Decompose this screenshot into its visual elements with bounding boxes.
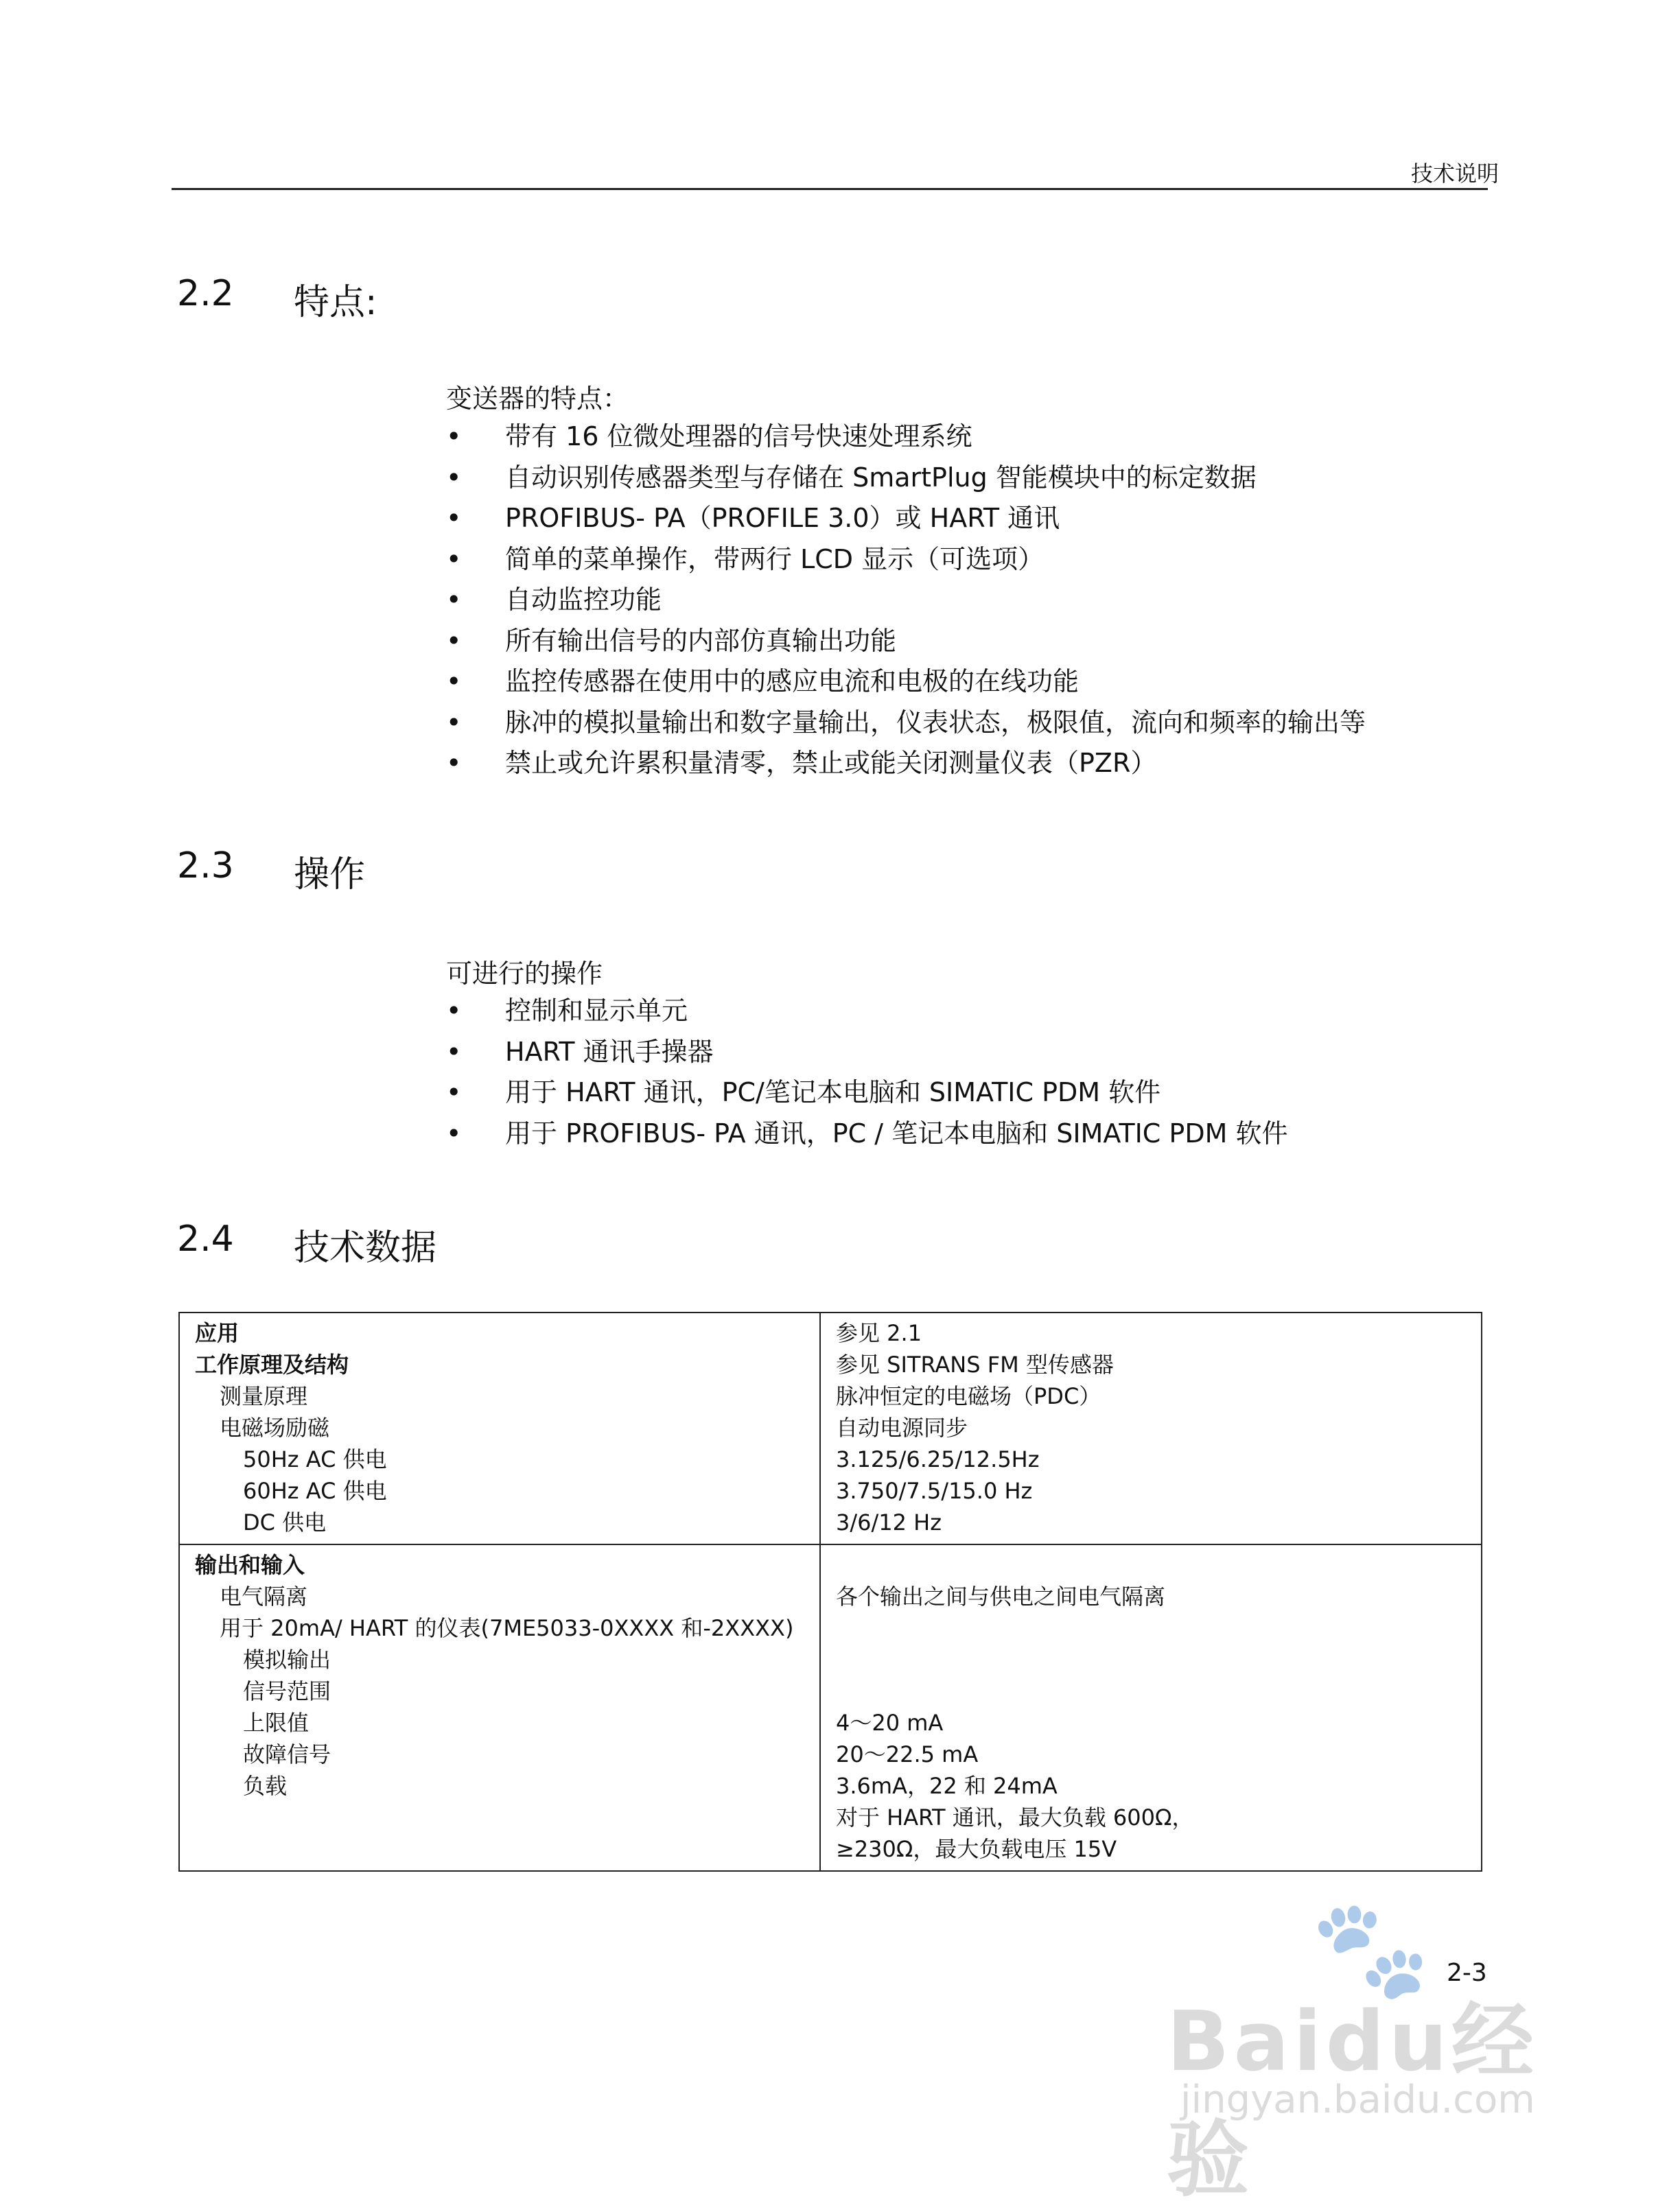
section-heading-2-2: [177, 273, 377, 325]
section-number: 2.2: [177, 273, 234, 314]
section-number: 2.3: [177, 845, 234, 886]
row-label: 测量原理: [220, 1383, 308, 1409]
row-label: DC 供电: [243, 1509, 327, 1536]
list-item: • PROFIBUS- PA（PROFILE 3.0）或 HART 通讯: [446, 498, 1366, 539]
row-label: 故障信号: [243, 1741, 331, 1767]
table-cell-values: [820, 1544, 1482, 1871]
operation-list: [446, 991, 1287, 1154]
row-label: 模拟输出: [243, 1647, 331, 1673]
section-title: 技术数据: [294, 1227, 437, 1269]
section-title: 操作: [294, 854, 366, 895]
section-heading-2-3: [177, 845, 365, 897]
watermark-url: jingyan.baidu.com: [1180, 2078, 1535, 2122]
section-title: 特点:: [294, 282, 377, 323]
header-rule: [172, 188, 1488, 190]
list-item: • 所有输出信号的内部仿真输出功能: [446, 621, 1366, 662]
list-item: • 用于 HART 通讯，PC/笔记本电脑和 SIMATIC PDM 软件: [446, 1072, 1287, 1114]
section-heading-2-4: [177, 1219, 436, 1270]
row-value: 参见 2.1: [836, 1320, 922, 1346]
row-label: 用于 20mA/ HART 的仪表(7ME5033-0XXXX 和-2XXXX): [220, 1615, 794, 1641]
row-value: 各个输出之间与供电之间电气隔离: [836, 1584, 1166, 1610]
list-item: • 自动监控功能: [446, 580, 1366, 621]
tech-data-table: [178, 1312, 1482, 1872]
row-label: 信号范围: [243, 1678, 331, 1704]
row-value: 3/6/12 Hz: [836, 1509, 942, 1536]
page-number: 2-3: [1447, 1959, 1487, 1987]
table-row: [179, 1313, 1482, 1544]
features-intro: 变送器的特点：: [446, 384, 629, 414]
row-label: 50Hz AC 供电: [243, 1446, 387, 1472]
table-cell-labels: [179, 1313, 820, 1544]
table-cell-labels: [179, 1544, 820, 1871]
row-label: 电气隔离: [220, 1584, 308, 1610]
row-value-spacer: [836, 1612, 1467, 1644]
list-item: • 自动识别传感器类型与存储在 SmartPlug 智能模块中的标定数据: [446, 458, 1366, 499]
row-value: 对于 HART 通讯，最大负载 600Ω，: [836, 1804, 1194, 1831]
operation-intro: 可进行的操作: [446, 958, 603, 989]
row-label: 应用: [195, 1320, 240, 1346]
row-value: ≥230Ω，最大负载电压 15V: [836, 1836, 1117, 1862]
baidu-watermark: [1167, 1894, 1578, 2208]
row-value: 自动电源同步: [836, 1415, 968, 1441]
row-value: 3.125/6.25/12.5Hz: [836, 1446, 1040, 1472]
row-label: 输出和输入: [195, 1552, 305, 1578]
list-item: • 监控传感器在使用中的感应电流和电极的在线功能: [446, 661, 1366, 703]
row-label: 上限值: [243, 1710, 310, 1736]
list-item: • HART 通讯手操器: [446, 1032, 1287, 1073]
table-row: [179, 1544, 1482, 1871]
row-label: 工作原理及结构: [195, 1352, 349, 1378]
running-header: 技术说明: [1410, 161, 1499, 187]
row-label: 负载: [243, 1773, 288, 1799]
list-item: • 控制和显示单元: [446, 991, 1287, 1032]
row-value: 4～20 mA: [836, 1710, 944, 1736]
features-list: [446, 416, 1366, 784]
row-value: 参见 SITRANS FM 型传感器: [836, 1352, 1114, 1378]
list-item: • 简单的菜单操作，带两行 LCD 显示（可选项）: [446, 539, 1366, 580]
watermark-brand: Baidu经验: [1167, 1995, 1538, 2208]
list-item: • 带有 16 位微处理器的信号快速处理系统: [446, 416, 1366, 458]
paw-icon: 🐾: [1311, 1894, 1431, 2005]
list-item: • 禁止或允许累积量清零，禁止或能关闭测量仪表（PZR）: [446, 743, 1366, 784]
row-value-spacer: [836, 1675, 1467, 1707]
row-value: 3.6mA，22 和 24mA: [836, 1773, 1058, 1799]
list-item: • 用于 PROFIBUS- PA 通讯，PC / 笔记本电脑和 SIMATIC PDM 软件: [446, 1114, 1287, 1155]
row-value: 20～22.5 mA: [836, 1741, 979, 1767]
section-number: 2.4: [177, 1219, 234, 1260]
row-value: 3.750/7.5/15.0 Hz: [836, 1478, 1033, 1504]
row-value: 脉冲恒定的电磁场（PDC）: [836, 1383, 1101, 1409]
row-label: 60Hz AC 供电: [243, 1478, 387, 1504]
row-value-spacer: [836, 1644, 1467, 1675]
table-cell-values: [820, 1313, 1482, 1544]
row-label: 电磁场励磁: [220, 1415, 330, 1441]
list-item: • 脉冲的模拟量输出和数字量输出，仪表状态，极限值，流向和频率的输出等: [446, 703, 1366, 744]
row-value-spacer: [836, 1549, 1467, 1581]
